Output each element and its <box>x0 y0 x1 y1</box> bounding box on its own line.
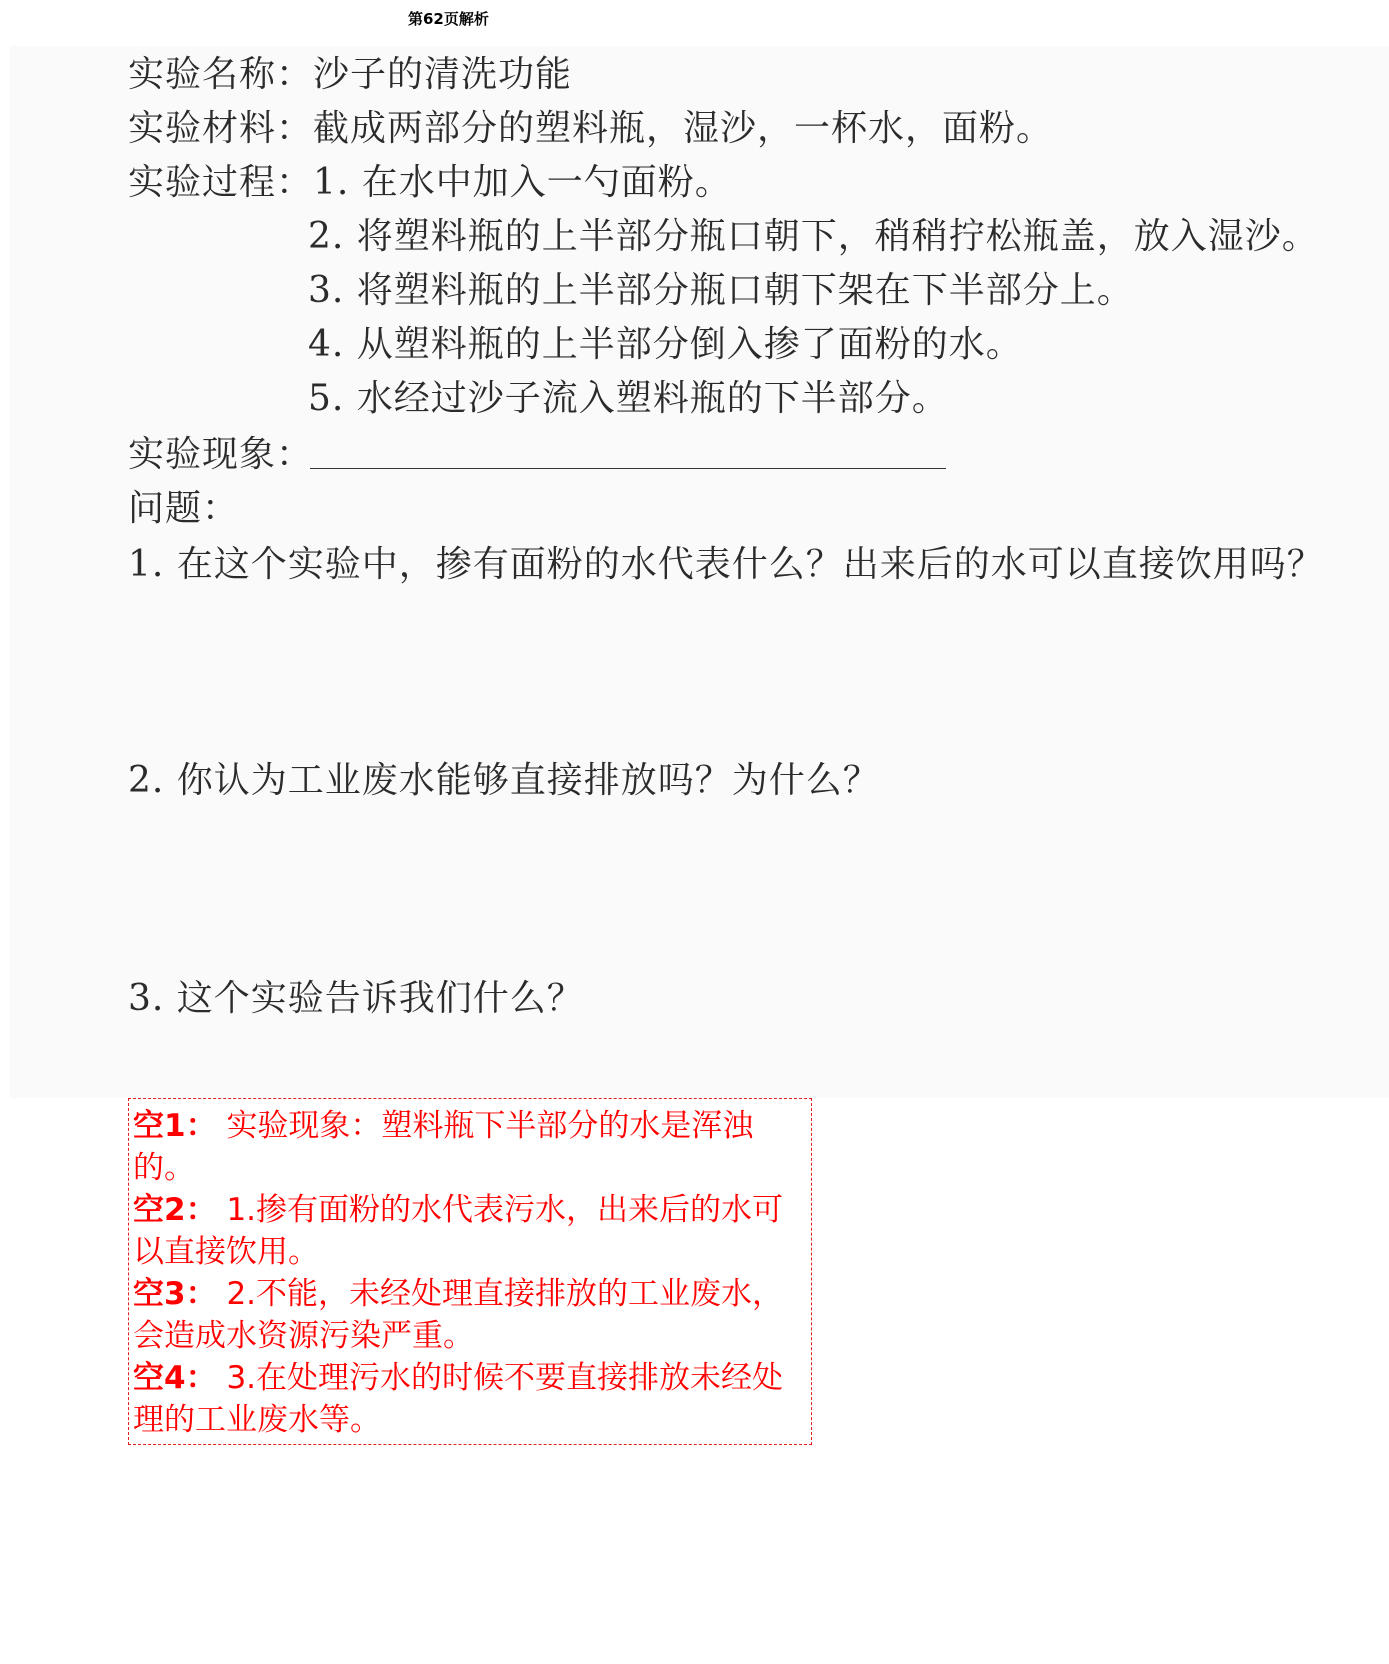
answer-3-label: 空3： <box>133 1276 217 1312</box>
phenomenon-answer-blank <box>310 468 946 469</box>
answer-3 <box>133 1273 805 1357</box>
answer-3-text: 2.不能，未经处理直接排放的工业废水，会造成水资源污染严重。 <box>133 1276 784 1354</box>
answer-2-text: 1.掺有面粉的水代表污水，出来后的水可以直接饮用。 <box>133 1192 784 1270</box>
answer-2 <box>133 1189 805 1273</box>
answer-1-text: 实验现象：塑料瓶下半部分的水是浑浊的。 <box>133 1108 754 1186</box>
phenomenon-label: 实验现象： <box>128 434 314 475</box>
experiment-process-line-2: 2. 将塑料瓶的上半部分瓶口朝下，稍稍拧松瓶盖，放入湿沙。 <box>308 216 1319 257</box>
experiment-name-line: 实验名称：沙子的清洗功能 <box>128 54 573 95</box>
question-3: 3. 这个实验告诉我们什么？ <box>128 978 584 1019</box>
experiment-process-line-5: 5. 水经过沙子流入塑料瓶的下半部分。 <box>308 378 949 419</box>
answer-1 <box>133 1105 805 1189</box>
experiment-process-line-3: 3. 将塑料瓶的上半部分瓶口朝下架在下半部分上。 <box>308 270 1134 311</box>
answer-2-label: 空2： <box>133 1192 217 1228</box>
answer-4 <box>133 1357 805 1441</box>
experiment-process-line-1: 实验过程：1. 在水中加入一勺面粉。 <box>128 162 732 203</box>
questions-label: 问题： <box>128 488 240 529</box>
question-1: 1. 在这个实验中，掺有面粉的水代表什么？出来后的水可以直接饮用吗？ <box>128 544 1324 585</box>
answer-box <box>128 1098 812 1445</box>
answer-4-label: 空4： <box>133 1360 217 1396</box>
experiment-materials-line: 实验材料：截成两部分的塑料瓶，湿沙，一杯水，面粉。 <box>128 108 1054 149</box>
question-2: 2. 你认为工业废水能够直接排放吗？为什么？ <box>128 760 880 801</box>
answer-4-text: 3.在处理污水的时候不要直接排放未经处理的工业废水等。 <box>133 1360 784 1438</box>
answer-1-label: 空1： <box>133 1108 217 1144</box>
page-title: 第62页解析 <box>408 10 489 28</box>
experiment-process-line-4: 4. 从塑料瓶的上半部分倒入掺了面粉的水。 <box>308 324 1023 365</box>
